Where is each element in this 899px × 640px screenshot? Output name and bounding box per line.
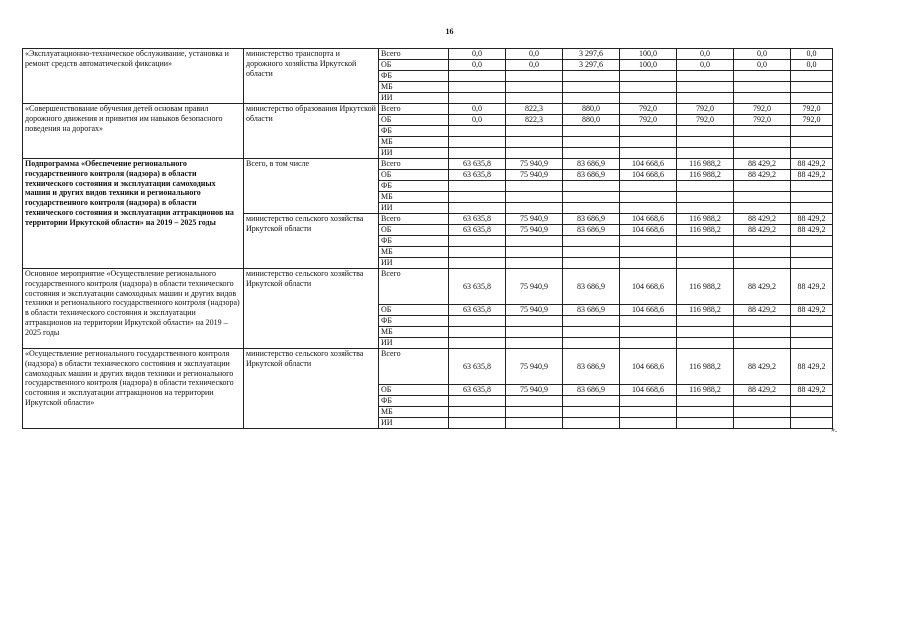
funding-value-cell <box>677 407 734 418</box>
funding-value-cell: 116 988,2 <box>677 349 734 385</box>
funding-value-cell: 116 988,2 <box>677 269 734 305</box>
funding-value-cell <box>677 396 734 407</box>
funding-source-label: ОБ <box>379 170 449 181</box>
funding-value-cell <box>563 407 620 418</box>
funding-value-cell <box>620 236 677 247</box>
funding-value-cell <box>677 181 734 192</box>
funding-value-cell: 0,0 <box>506 60 563 71</box>
funding-value-cell: 104 668,6 <box>620 349 677 385</box>
funding-value-cell <box>677 137 734 148</box>
funding-value-cell <box>734 247 791 258</box>
funding-value-cell <box>449 181 506 192</box>
funding-value-cell <box>734 338 791 349</box>
funding-value-cell <box>563 418 620 429</box>
funding-value-cell: 792,0 <box>791 115 833 126</box>
funding-source-label: Всего <box>379 269 449 305</box>
funding-value-cell <box>620 407 677 418</box>
funding-source-label: ОБ <box>379 225 449 236</box>
funding-value-cell: 63 635,8 <box>449 305 506 316</box>
funding-value-cell: 100,0 <box>620 60 677 71</box>
funding-value-cell <box>734 181 791 192</box>
funding-value-cell: 3 297,6 <box>563 60 620 71</box>
funding-value-cell: 63 635,8 <box>449 214 506 225</box>
funding-value-cell: 83 686,9 <box>563 214 620 225</box>
funding-value-cell <box>449 93 506 104</box>
funding-value-cell <box>620 396 677 407</box>
funding-source-label: ОБ <box>379 60 449 71</box>
funding-value-cell <box>620 316 677 327</box>
funding-source-label: МБ <box>379 407 449 418</box>
funding-source-label: МБ <box>379 82 449 93</box>
funding-value-cell: 792,0 <box>677 104 734 115</box>
funding-value-cell <box>506 327 563 338</box>
funding-value-cell <box>563 137 620 148</box>
funding-value-cell <box>677 148 734 159</box>
funding-value-cell: 0,0 <box>449 49 506 60</box>
funding-value-cell <box>677 338 734 349</box>
funding-source-label: ИИ <box>379 338 449 349</box>
funding-source-label: ФБ <box>379 316 449 327</box>
funding-value-cell <box>734 126 791 137</box>
funding-value-cell <box>791 327 833 338</box>
funding-value-cell <box>563 236 620 247</box>
funding-value-cell <box>734 71 791 82</box>
funding-value-cell: 0,0 <box>506 49 563 60</box>
funding-value-cell: 88 429,2 <box>734 225 791 236</box>
funding-value-cell <box>620 327 677 338</box>
funding-value-cell <box>449 418 506 429</box>
funding-value-cell: 0,0 <box>449 60 506 71</box>
funding-value-cell: 63 635,8 <box>449 385 506 396</box>
funding-value-cell: 75 940,9 <box>506 349 563 385</box>
funding-value-cell: 88 429,2 <box>734 305 791 316</box>
funding-value-cell: 88 429,2 <box>734 385 791 396</box>
funding-value-cell: 880,0 <box>563 115 620 126</box>
funding-value-cell: 104 668,6 <box>620 214 677 225</box>
funding-source-label: ИИ <box>379 148 449 159</box>
funding-value-cell <box>563 192 620 203</box>
funding-value-cell: 0,0 <box>677 49 734 60</box>
funding-value-cell: 0,0 <box>449 104 506 115</box>
funding-source-label: ОБ <box>379 385 449 396</box>
funding-value-cell <box>791 181 833 192</box>
funding-value-cell <box>620 192 677 203</box>
funding-value-cell <box>506 192 563 203</box>
closing-quote: ». <box>831 425 837 434</box>
funding-value-cell <box>449 236 506 247</box>
funding-value-cell: 88 429,2 <box>734 269 791 305</box>
funding-value-cell <box>563 247 620 258</box>
funding-value-cell <box>506 82 563 93</box>
funding-value-cell <box>563 181 620 192</box>
funding-value-cell <box>620 71 677 82</box>
funding-value-cell <box>506 338 563 349</box>
budget-table <box>22 48 833 429</box>
funding-value-cell <box>791 407 833 418</box>
funding-value-cell <box>449 258 506 269</box>
funding-value-cell: 792,0 <box>734 104 791 115</box>
funding-value-cell: 116 988,2 <box>677 225 734 236</box>
funding-value-cell <box>791 236 833 247</box>
funding-value-cell <box>677 203 734 214</box>
funding-value-cell: 116 988,2 <box>677 159 734 170</box>
funding-value-cell <box>620 137 677 148</box>
funding-value-cell <box>620 258 677 269</box>
funding-value-cell <box>677 93 734 104</box>
funding-value-cell <box>791 126 833 137</box>
funding-value-cell: 822,3 <box>506 115 563 126</box>
measure-description: Основное мероприятие «Осуществление регионального государственного контроля (надзора) в области технического состояния и эксплуатации самоходных машин и других видов техники и регионального государственного контроля (надзора) в области технического состояния и эксплуатации аттракционов на территории Иркутской области» на 2019 – 2025 годы <box>23 269 244 349</box>
funding-value-cell: 88 429,2 <box>791 269 833 305</box>
funding-value-cell <box>506 203 563 214</box>
funding-value-cell <box>449 82 506 93</box>
funding-value-cell <box>506 236 563 247</box>
funding-value-cell: 75 940,9 <box>506 170 563 181</box>
funding-value-cell: 0,0 <box>734 60 791 71</box>
funding-value-cell: 83 686,9 <box>563 385 620 396</box>
funding-source-label: МБ <box>379 247 449 258</box>
funding-value-cell: 88 429,2 <box>791 225 833 236</box>
responsible-executor: министерство сельского хозяйства Иркутской области <box>244 214 379 269</box>
funding-value-cell <box>677 418 734 429</box>
funding-value-cell <box>506 316 563 327</box>
funding-value-cell: 88 429,2 <box>791 159 833 170</box>
funding-value-cell: 116 988,2 <box>677 214 734 225</box>
funding-value-cell: 88 429,2 <box>791 349 833 385</box>
funding-value-cell <box>791 93 833 104</box>
funding-value-cell <box>506 126 563 137</box>
funding-value-cell <box>677 327 734 338</box>
funding-source-label: ФБ <box>379 181 449 192</box>
funding-source-label: МБ <box>379 327 449 338</box>
funding-value-cell: 104 668,6 <box>620 269 677 305</box>
funding-value-cell: 75 940,9 <box>506 159 563 170</box>
funding-value-cell: 75 940,9 <box>506 225 563 236</box>
table-row <box>23 104 833 115</box>
funding-value-cell: 104 668,6 <box>620 225 677 236</box>
funding-value-cell: 75 940,9 <box>506 385 563 396</box>
funding-value-cell <box>563 93 620 104</box>
funding-value-cell <box>449 396 506 407</box>
funding-value-cell: 822,3 <box>506 104 563 115</box>
funding-value-cell: 116 988,2 <box>677 170 734 181</box>
funding-value-cell: 63 635,8 <box>449 170 506 181</box>
funding-source-label: ИИ <box>379 203 449 214</box>
funding-value-cell <box>734 236 791 247</box>
funding-value-cell <box>563 316 620 327</box>
funding-value-cell <box>791 247 833 258</box>
funding-value-cell <box>620 181 677 192</box>
funding-value-cell: 63 635,8 <box>449 159 506 170</box>
funding-value-cell: 104 668,6 <box>620 305 677 316</box>
funding-value-cell: 75 940,9 <box>506 214 563 225</box>
funding-value-cell: 88 429,2 <box>791 214 833 225</box>
funding-value-cell <box>734 258 791 269</box>
funding-value-cell <box>791 396 833 407</box>
funding-value-cell <box>449 247 506 258</box>
responsible-executor: министерство сельского хозяйства Иркутской области <box>244 349 379 429</box>
funding-value-cell: 0,0 <box>677 60 734 71</box>
funding-value-cell <box>563 148 620 159</box>
funding-value-cell <box>734 396 791 407</box>
funding-value-cell <box>506 137 563 148</box>
funding-source-label: ФБ <box>379 236 449 247</box>
funding-source-label: ОБ <box>379 115 449 126</box>
funding-value-cell: 88 429,2 <box>791 170 833 181</box>
funding-value-cell: 792,0 <box>677 115 734 126</box>
funding-source-label: ИИ <box>379 93 449 104</box>
funding-value-cell: 0,0 <box>734 49 791 60</box>
funding-value-cell: 116 988,2 <box>677 305 734 316</box>
funding-value-cell: 104 668,6 <box>620 170 677 181</box>
funding-value-cell <box>734 137 791 148</box>
funding-source-label: Всего <box>379 159 449 170</box>
funding-source-label: ФБ <box>379 126 449 137</box>
funding-value-cell: 0,0 <box>449 115 506 126</box>
funding-value-cell <box>791 338 833 349</box>
funding-value-cell <box>506 148 563 159</box>
funding-value-cell <box>734 93 791 104</box>
funding-value-cell <box>449 126 506 137</box>
page-number: 16 <box>445 27 454 36</box>
funding-value-cell <box>677 258 734 269</box>
funding-source-label: Всего <box>379 49 449 60</box>
funding-value-cell <box>563 258 620 269</box>
funding-value-cell: 3 297,6 <box>563 49 620 60</box>
funding-value-cell: 792,0 <box>620 115 677 126</box>
funding-value-cell <box>791 71 833 82</box>
funding-value-cell <box>791 82 833 93</box>
funding-value-cell <box>734 316 791 327</box>
table-row <box>23 159 833 170</box>
funding-value-cell <box>506 396 563 407</box>
funding-value-cell: 792,0 <box>791 104 833 115</box>
funding-value-cell <box>734 148 791 159</box>
funding-value-cell <box>449 338 506 349</box>
funding-value-cell: 63 635,8 <box>449 349 506 385</box>
funding-value-cell <box>449 148 506 159</box>
funding-value-cell <box>620 126 677 137</box>
funding-value-cell <box>677 247 734 258</box>
funding-value-cell: 0,0 <box>791 49 833 60</box>
funding-source-label: ОБ <box>379 305 449 316</box>
funding-value-cell <box>677 316 734 327</box>
funding-value-cell <box>791 203 833 214</box>
funding-value-cell <box>677 126 734 137</box>
funding-value-cell <box>449 316 506 327</box>
funding-value-cell <box>734 203 791 214</box>
funding-value-cell: 792,0 <box>620 104 677 115</box>
funding-value-cell <box>791 148 833 159</box>
funding-value-cell <box>620 82 677 93</box>
funding-value-cell <box>620 93 677 104</box>
funding-value-cell: 100,0 <box>620 49 677 60</box>
funding-value-cell <box>506 93 563 104</box>
funding-source-label: МБ <box>379 137 449 148</box>
funding-value-cell <box>620 247 677 258</box>
funding-value-cell <box>791 418 833 429</box>
funding-value-cell <box>791 258 833 269</box>
funding-value-cell: 88 429,2 <box>734 349 791 385</box>
funding-value-cell <box>506 181 563 192</box>
funding-value-cell <box>677 71 734 82</box>
funding-value-cell <box>563 338 620 349</box>
funding-source-label: ИИ <box>379 418 449 429</box>
funding-value-cell <box>449 327 506 338</box>
funding-value-cell: 0,0 <box>791 60 833 71</box>
table-row <box>23 269 833 305</box>
funding-value-cell <box>791 137 833 148</box>
funding-value-cell: 88 429,2 <box>791 305 833 316</box>
funding-value-cell <box>563 327 620 338</box>
table-row <box>23 49 833 60</box>
funding-value-cell <box>563 71 620 82</box>
funding-value-cell: 83 686,9 <box>563 225 620 236</box>
funding-value-cell <box>791 316 833 327</box>
funding-value-cell <box>734 327 791 338</box>
funding-value-cell: 75 940,9 <box>506 269 563 305</box>
responsible-executor: министерство транспорта и дорожного хозяйства Иркутской области <box>244 49 379 104</box>
funding-value-cell <box>620 203 677 214</box>
funding-source-label: Всего <box>379 104 449 115</box>
funding-value-cell <box>449 407 506 418</box>
funding-source-label: МБ <box>379 192 449 203</box>
funding-source-label: ФБ <box>379 71 449 82</box>
funding-value-cell <box>563 396 620 407</box>
funding-value-cell <box>620 148 677 159</box>
funding-value-cell: 104 668,6 <box>620 159 677 170</box>
funding-value-cell: 83 686,9 <box>563 305 620 316</box>
measure-description: «Совершенствование обучения детей основам правил дорожного движения и привития им навыков безопасного поведения на дорогах» <box>23 104 244 159</box>
funding-value-cell <box>506 71 563 82</box>
funding-value-cell <box>563 203 620 214</box>
funding-value-cell <box>734 192 791 203</box>
funding-source-label: ФБ <box>379 396 449 407</box>
funding-value-cell <box>620 338 677 349</box>
funding-value-cell <box>677 192 734 203</box>
funding-source-label: Всего <box>379 214 449 225</box>
funding-value-cell <box>734 418 791 429</box>
funding-value-cell <box>563 126 620 137</box>
funding-value-cell: 83 686,9 <box>563 170 620 181</box>
funding-value-cell: 88 429,2 <box>791 385 833 396</box>
funding-value-cell <box>734 407 791 418</box>
funding-value-cell <box>506 247 563 258</box>
funding-value-cell: 88 429,2 <box>734 214 791 225</box>
funding-value-cell: 88 429,2 <box>734 170 791 181</box>
funding-value-cell: 792,0 <box>734 115 791 126</box>
funding-source-label: Всего <box>379 349 449 385</box>
funding-value-cell <box>620 418 677 429</box>
funding-value-cell <box>677 236 734 247</box>
funding-value-cell <box>506 407 563 418</box>
funding-value-cell <box>677 82 734 93</box>
responsible-executor: министерство сельского хозяйства Иркутской области <box>244 269 379 349</box>
funding-value-cell <box>449 203 506 214</box>
funding-source-label: ИИ <box>379 258 449 269</box>
funding-value-cell <box>734 82 791 93</box>
funding-value-cell <box>449 71 506 82</box>
responsible-executor: министерство образования Иркутской области <box>244 104 379 159</box>
funding-value-cell: 116 988,2 <box>677 385 734 396</box>
measure-description: «Эксплуатационно-техническое обслуживание, установка и ремонт средств автоматической фиксации» <box>23 49 244 104</box>
funding-value-cell <box>791 192 833 203</box>
funding-value-cell <box>506 418 563 429</box>
responsible-executor: Всего, в том числе <box>244 159 379 214</box>
funding-value-cell: 63 635,8 <box>449 269 506 305</box>
funding-value-cell <box>449 192 506 203</box>
funding-value-cell <box>563 82 620 93</box>
table-row <box>23 349 833 385</box>
funding-value-cell: 63 635,8 <box>449 225 506 236</box>
measure-description: Подпрограмма «Обеспечение регионального государственного контроля (надзора) в области технического состояния и эксплуатации самоходных машин и других видов техники и регионального государственного контроля (надзора) в области технического состояния и эксплуатации аттракционов на территории Иркутской области» на 2019 – 2025 годы <box>23 159 244 269</box>
funding-value-cell: 83 686,9 <box>563 159 620 170</box>
measure-description: «Осуществление регионального государственного контроля (надзора) в области технического состояния и эксплуатации самоходных машин и других видов техники и регионального государственного контроля (надзора) в области технического состояния и эксплуатации аттракционов на территории Иркутской области» <box>23 349 244 429</box>
funding-value-cell: 83 686,9 <box>563 349 620 385</box>
funding-value-cell: 104 668,6 <box>620 385 677 396</box>
funding-value-cell <box>449 137 506 148</box>
funding-value-cell: 880,0 <box>563 104 620 115</box>
funding-value-cell: 88 429,2 <box>734 159 791 170</box>
funding-value-cell: 75 940,9 <box>506 305 563 316</box>
funding-value-cell: 83 686,9 <box>563 269 620 305</box>
funding-value-cell <box>506 258 563 269</box>
